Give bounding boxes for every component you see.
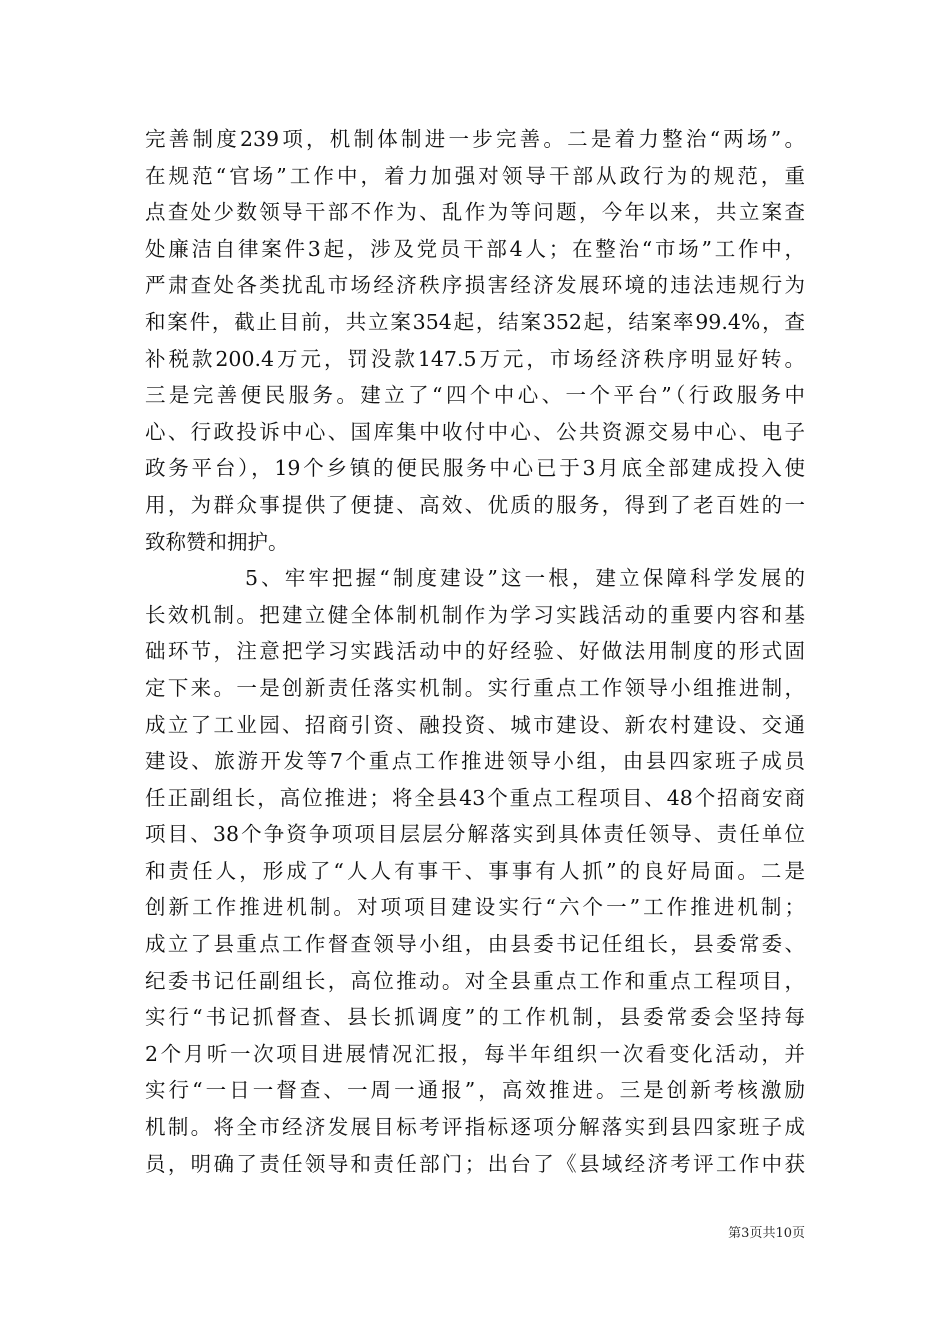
text-line: 政务平台），19个乡镇的便民服务中心已于3月底全部建成投入使 — [145, 456, 805, 481]
text-line: 用，为群众事提供了便捷、高效、优质的服务，得到了老百姓的一 — [145, 492, 805, 517]
text-line: 长效机制。把建立健全体制机制作为学习实践活动的重要内容和基 — [145, 602, 805, 627]
text-line: 点查处少数领导干部不作为、乱作为等问题，今年以来，共立案查 — [145, 200, 805, 225]
text-line: 实行“书记抓督查、县长抓调度”的工作机制，县委常委会坚持每 — [145, 1005, 805, 1030]
text-line: 员，明确了责任领导和责任部门；出台了《县域经济考评工作中获 — [145, 1151, 805, 1176]
page-number: 第3页共10页 — [728, 1226, 805, 1241]
text-line: 定下来。一是创新责任落实机制。实行重点工作领导小组推进制， — [145, 675, 805, 700]
text-line: 础环节，注意把学习实践活动中的好经验、好做法用制度的形式固 — [145, 639, 805, 664]
text-line: 和责任人，形成了“人人有事干、事事有人抓”的良好局面。二是 — [145, 858, 805, 883]
text-line: 完善制度239项，机制体制进一步完善。二是着力整治“两场”。 — [145, 127, 805, 151]
text-line: 成立了县重点工作督查领导小组，由县委书记任组长，县委常委、 — [145, 932, 805, 957]
text-line: 2个月听一次项目进展情况汇报，每半年组织一次看变化活动，并 — [145, 1041, 805, 1066]
text-line: 实行“一日一督查、一周一通报”，高效推进。三是创新考核激励 — [145, 1078, 805, 1103]
text-line: 补税款200.4万元，罚没款147.5万元，市场经济秩序明显好转。 — [145, 346, 805, 371]
text-line: 和案件，截止目前，共立案354起，结案352起，结案率99.4%，查 — [145, 309, 805, 334]
text-line: 心、行政投诉中心、国库集中收付中心、公共资源交易中心、电子 — [145, 419, 805, 444]
text-line: 处廉洁自律案件3起，涉及党员干部4人；在整治“市场”工作中， — [145, 236, 805, 261]
text-line: 创新工作推进机制。对项项目建设实行“六个一”工作推进机制； — [145, 895, 805, 920]
text-line: 建设、旅游开发等7个重点工作推进领导小组，由县四家班子成员 — [145, 749, 805, 774]
text-line: 项目、38个争资争项项目层层分解落实到具体责任领导、责任单位 — [145, 822, 805, 847]
body-text — [145, 121, 805, 1182]
text-line: 任正副组长，高位推进；将全县43个重点工程项目、48个招商安商 — [145, 785, 805, 810]
text-line: 机制。将全市经济发展目标考评指标逐项分解落实到县四家班子成 — [145, 1115, 805, 1140]
text-line: 三是完善便民服务。建立了“四个中心、一个平台”（行政服务中 — [145, 383, 805, 408]
text-line: 致称赞和拥护。 — [145, 529, 289, 554]
text-line: 严肃查处各类扰乱市场经济秩序损害经济发展环境的违法违规行为 — [145, 273, 805, 298]
text-line: 在规范“官场”工作中，着力加强对领导干部从政行为的规范，重 — [145, 163, 805, 188]
text-line: 纪委书记任副组长，高位推动。对全县重点工作和重点工程项目， — [145, 968, 805, 993]
text-line: 5、牢牢把握“制度建设”这一根，建立保障科学发展的 — [245, 566, 805, 591]
text-line: 成立了工业园、招商引资、融投资、城市建设、新农村建设、交通 — [145, 712, 805, 737]
